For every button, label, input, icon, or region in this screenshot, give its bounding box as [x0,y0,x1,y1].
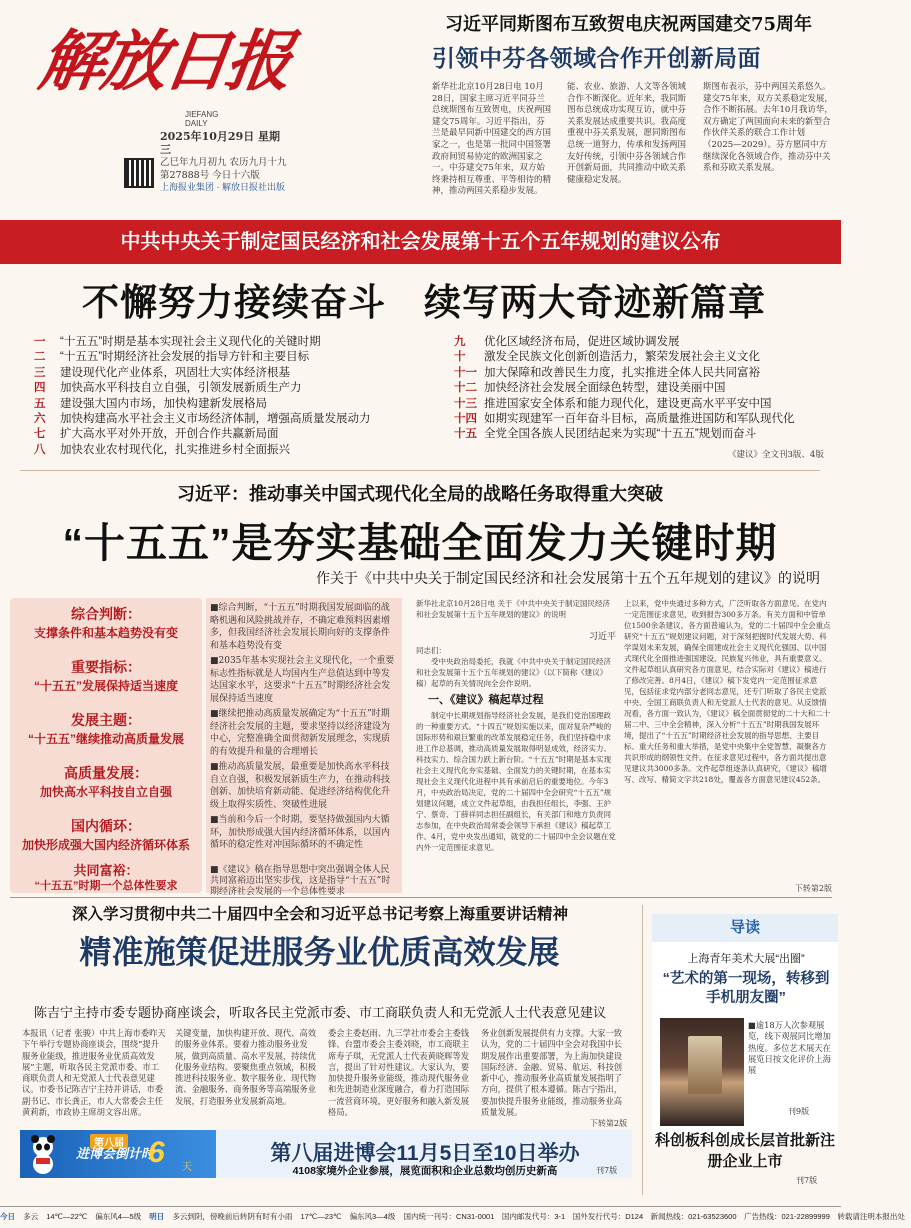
explain-article-left [416,598,616,896]
toc-item[interactable]: 十三 推进国家安全体系和能力现代化，建设更高水平平安中国 [454,397,772,410]
summary-card[interactable]: 高质量发展： 加快高水平科技自立自强 [10,757,202,817]
toc-item[interactable]: 十四 如期实现建军一百年奋斗目标，高质量推进国防和军队现代化 [454,413,795,426]
article-byline: 习近平 [588,632,616,642]
explain-title[interactable]: “十五五”是夯实基础全面发力关键时期 [62,520,778,566]
divider [10,897,832,898]
toc-item[interactable]: 一 “十五五”时期是基本实现社会主义现代化的关键时期 [34,336,321,348]
divider [642,905,643,1195]
guide-story-2[interactable]: 科创板科创成长层首批新注册企业上市 [654,1132,835,1170]
expo-page-ref[interactable]: 刊7版 [596,1166,618,1175]
footer-tomorrow-weather: 多云到阴，傍晚前后转阴有时有小雨 [172,1212,293,1221]
issue-date: 2025年10月29日 星期三 [160,130,281,156]
weather-footer [0,1206,905,1228]
toc-right [454,335,839,443]
summary-text: ■继续把推动高质量发展确定为“十五五”时期经济社会发展的主题，要求坚持以经济建设为中心，完整准确全面贯彻新发展理念，实现质的有效提升和量的合理增长 [206,704,402,764]
article-dateline: 新华社北京10月28日电 关于《中共中央关于制定国民经济和社会发展第十五个五年规划的建议》的说明 [416,599,610,619]
footer-tomorrow-wind: 偏东风3—4级 [349,1212,396,1221]
masthead-info [160,130,290,182]
expo-title[interactable]: 第八届进博会11月5日至10日举办 [270,1142,580,1165]
guide-story-2-page-ref[interactable]: 刊7版 [796,1176,818,1185]
summary-card[interactable]: 重要指标： “十五五”发展保持适当速度 [10,651,202,711]
lunar-date: 乙巳年九月初九 农历九月十九 [160,157,287,168]
qr-code-icon[interactable] [124,158,154,188]
explain-subtitle: 作关于《中共中央关于制定国民经济和社会发展第十五个五年规划的建议》的说明 [316,570,820,586]
masthead-logo-text: 解放日报 [34,22,294,100]
toc-item[interactable]: 十 激发全民族文化创新创造活力，繁荣发展社会主义文化 [454,351,760,364]
lower-subtitle: 陈吉宁主持市委专题协商座谈会，听取各民主党派市委、市工商联负责人和无党派人士代表意见建议 [33,1005,606,1020]
guide-kicker: 上海青年美术大展“出圈” [687,953,805,965]
expo-countdown-unit: 天 [182,1162,192,1173]
summary-text: ■《建议》稿在指导思想中突出强调全体人民共同富裕迈出坚实步伐，这是指导“十五五”时期经济社会发展的一个总体性要求 [206,863,402,893]
footer-tomorrow-temp: 17℃—23℃ [300,1212,342,1221]
toc-item[interactable]: 四 加快高水平科技自立自强，引领发展新质生产力 [34,382,302,395]
expo-countdown-label: 进博会倒计时 [76,1146,155,1161]
toc-item[interactable]: 十二 加快经济社会发展全面绿色转型，建设美丽中国 [454,382,726,395]
summary-text: ■推动高质量发展，最重要是加快高水平科技自立自强，积极发展新质生产力，在推动科技创新、加快培育新动能、促进经济结构优化升级上取得实质性、突破性进展 [206,757,402,817]
toc-left [34,335,434,458]
footer-today-temp: 14℃—22℃ [46,1212,88,1221]
masthead-logo[interactable] [34,12,294,128]
lower-col-2: 关键变量，加快构建开放、现代、高效的服务业体系。要着力推动服务业发展，做到高质量、高水平发展，持续优化服务业结构。要聚焦重点领域，积极推进科技服务业、数字服务业、现代物流、金融服务、商务服务等高端服务业发展，打造服务业发展新高地。 [175,1028,317,1106]
explain-article-right [624,598,832,894]
guide-page-ref[interactable]: 刊9版 [788,1107,810,1116]
article-p2: 制定中长期规划指导经济社会发展，是我们党治国理政的一种重要方式。“十四五”规划实施以来，面对复杂严峻的国际形势和艰巨繁重的改革发展稳定任务，我们坚持稳中求进工作总基调，推动高质量发展取得明显成效，经济实力、科技实力、综合国力跃上新台阶。“十五五”时期是基本实现社会主义现代化夯实基础、全面发力的关键时期，在基本实现社会主义现代化进程中具有承前启后的重要地位。今年3月，中央政治局决定，党的二十届四中全会研究“十五五”规划建议问题，成立文件起草组，由我担任组长，李强、王沪宁、蔡奇、丁薛祥同志担任副组长，有关部门和地方负责同志参加，在中央政治局常委会领导下承担《建议》稿起草工作。4月，党中央发出通知，就党的二十届四中全会议题在党内外一定范围征求意见。 [416,711,616,852]
toc-item[interactable]: 二 “十五五”时期经济社会发展的指导方针和主要目标 [34,351,310,364]
guide-side-text: ■逾18万人次参观展览，线下观展同比增加热度。多位艺术展天在展览日按文化评价上海展 [748,1020,831,1076]
toc-page-note[interactable]: 《建议》全文刊3版、4版 [728,450,824,460]
top-story-col-2: 能、农业、旅游、人文等各领域合作不断深化。近年来，我同斯图布总统成功实现互访，就中芬关系发展达成重要共识。我高度重视中芬关系发展，愿同斯图布总统一道努力，传承和发扬两国友好传统，引领中芬各领域合作开创新局面，共同推动中欧关系健康稳定发展。 [567,82,687,185]
footer-tomorrow-label: 明日 [149,1212,165,1221]
footer-today-weather: 多云 [23,1212,39,1221]
toc-item[interactable]: 十五 全党全国各族人民团结起来为实现“十五五”规划而奋斗 [454,428,757,441]
guide-photo[interactable] [660,1018,744,1126]
summary-text: ■综合判断，“十五五”时期我国发展面临的战略机遇和风险挑战并存，不确定难预料因素增多，但我国经济社会发展长期向好的支撑条件和基本趋势没有变 [206,598,402,658]
toc-item[interactable]: 七 扩大高水平对外开放，开创合作共赢新局面 [34,428,279,441]
summary-card[interactable]: 发展主题： “十五五”继续推动高质量发展 [10,704,202,764]
divider [20,470,820,471]
top-story-col-1: 新华社北京10月28日电 10月28日，国家主席习近平同芬兰总统斯图布互致贺电，庆祝两国建交75周年。习近平指出，芬兰是最早同新中国建交的西方国家之一，也是第一批同中国签署政府间贸易协定的欧洲国家之一。中芬建交75年来，双方始终秉持相互尊重、平等相待的精神，推动两国关系稳步发展。 [432,82,552,197]
footer-today-label: 今日 [0,1212,15,1221]
top-story-kicker: 习近平同斯图布互致贺电庆祝两国建交75周年 [445,14,813,35]
expo-edition: 第八届 [90,1134,128,1149]
summary-text: ■2035年基本实现社会主义现代化，一个重要标志性指标就是人均国内生产总值达到中等发达国家水平，这要求“十五五”时期经济社会发展保持适当速度 [206,651,402,711]
summary-text: ■当前和今后一个时期，要坚持做强国内大循环，加快形成强大国内经济循环体系，以国内循环的稳定性对冲国际循环的不确定性 [206,810,402,870]
article-p1: 受中央政治局委托，我就《中共中央关于制定国民经济和社会发展第十五个五年规划的建议》（以下简称《建议》稿）起草的有关情况向全会作说明。 [416,657,611,688]
masthead-pinyin: JIEFANG DAILY [185,110,219,128]
lower-col-1: 本报讯（记者 张骏）中共上海市委昨天下午举行专题协商座谈会，围绕“提升服务业能级，推进服务业优质高效发展”主题，听取各民主党派市委、市工商联负责人和无党派人士代表意见建议。市委书记陈吉宁主持并讲话，市委副书记、市长龚正，市人大常委会主任黄莉新，市政协主席胡文容出席。 [22,1028,166,1118]
lower-kicker: 深入学习贯彻中共二十届四中全会和习近平总书记考察上海重要讲话精神 [71,906,568,923]
lead-headline[interactable]: 不懈努力接续奋斗 续写两大奇迹新篇章 [82,282,766,323]
lower-col-4: 务业创新发展提供有力支撑。大家一致认为，党的二十届四中全会对我国中长期发展作出重要部署，为上海加快建设国际经济、金融、贸易、航运、科技创新中心，推动服务业高质量发展指明了方向，提供了根本遵循。陈吉宁指出，要加快提升服务业能级，推动服务业高质量发展。 [481,1028,623,1118]
article-p3: 上以来，党中央通过多种方式，广泛听取各方面意见。在党内一定范围征求意见，收到报告300多万条。有关方面和中管单位1500余条建议。各方面普遍认为，党的二十届四中全会重点研究“十五五”规划建议问题，对于深刻把握时代发展大势、科学谋划未来发展，确保全面建成社会主义现代化强国、以中国式现代化全面推进强国建设、民族复兴伟业，具有重要意义。文件起草组认真研究各方面意见，结合实际对《建议》稿进行了修改完善。8月4日，《建议》稿下发党内一定范围征求意见，包括征求党内部分老同志意见，还专门听取了各民主党派中央、全国工商联负责人和无党派人士代表的意见。从反馈情况看，各方面一致认为，《建议》稿全面贯彻党的二十大和二十届二中、三中全会精神，深入分析“十五五”时期我国发展环境，提出了“十五五”时期经济社会发展的指导思想、主要目标、重大任务和重大举措，是党中央集中全党智慧、凝聚各方共识形成的纲领性文件。在征求意见过程中，各方面共提出意见建议共3000多条。文件起草组逐条认真研究，《建议》稿增写、改写、精简文字共218处，覆盖各方面意见建议452条。 [624,599,831,784]
footer-today-wind: 偏东风4—5级 [95,1212,142,1221]
lead-banner[interactable]: 中共中央关于制定国民经济和社会发展第十五个五年规划的建议公布 [0,220,841,264]
summary-card[interactable]: 综合判断： 支撑条件和基本趋势没有变 [10,598,202,658]
top-story-col-3: 斯图布表示，芬中两国关系悠久。建交75年来，双方关系稳定发展，合作不断拓展。去年10月我访华，双方确定了两国面向未来的新型合作伙伴关系的联合工作计划（2025—2029）。芬方愿同中方继续深化各领域合作，推动芬中关系和芬欧关系发展。 [703,82,833,174]
article-salute: 同志们： [416,646,446,655]
article-section-heading: 一、《建议》稿起草过程 [428,694,544,706]
toc-item[interactable]: 九 优化区域经济布局，促进区域协调发展 [454,336,680,348]
issue-number: 第27888号 今日十六版 [160,170,260,181]
guide-headline[interactable]: “艺术的第一现场，转移到手机朋友圈” [662,971,830,1006]
toc-item[interactable]: 十一 加大保障和改善民生力度，扎实推进全体人民共同富裕 [454,366,760,379]
panda-mascot-icon [28,1134,58,1174]
expo-subtitle: 4108家境外企业参展，展览面积和企业总数均创历史新高 [292,1165,558,1177]
toc-item[interactable]: 三 建设现代化产业体系，巩固壮大实体经济根基 [34,366,290,379]
expo-countdown-number: 6 [148,1136,165,1169]
toc-item[interactable]: 六 加快构建高水平社会主义市场经济体制，增强高质量发展动力 [34,413,371,426]
guide-title: 导读 [652,914,838,942]
toc-item[interactable]: 八 加快农业农村现代化，扎实推进乡村全面振兴 [34,443,290,456]
lower-title[interactable]: 精准施策促进服务业优质高效发展 [79,934,560,970]
lower-col-3: 委会主委赵雨、九三学社市委会主委钱锋、台盟市委会主委刘晓，市工商联主席寿子琪，无党派人士代表黄晓辉等发言，提出了针对性建议。大家认为，要加快提升服务业能级，推动现代服务业和先进制造业深度融合，着力打造国际一流营商环境，更好服务和融入新发展格局。 [328,1028,470,1118]
top-story-title[interactable]: 引领中芬各领域合作开创新局面 [432,45,761,72]
explain-kicker: 习近平：推动事关中国式现代化全局的战略任务取得重大突破 [177,484,663,504]
lower-continue[interactable]: 下转第2版 [590,1119,628,1128]
summary-card[interactable]: 国内循环： 加快形成强大国内经济循环体系 [10,810,202,870]
toc-item[interactable]: 五 建设强大国内市场，加快构建新发展格局 [34,397,267,410]
publisher-line: 上海报业集团 · 解放日报社出版 [160,182,285,192]
summary-card[interactable]: 共同富裕： “十五五”时期一个总体性要求 [10,863,202,893]
footer-codes: 国内统一刊号：CN31-0001 国内邮发代号：3-1 国外发行代号：D124 新闻热线：021-63523600 广告热线：021-22899999 转载请注明本报出处 [403,1212,905,1221]
article-continue[interactable]: 下转第2版 [794,884,832,893]
